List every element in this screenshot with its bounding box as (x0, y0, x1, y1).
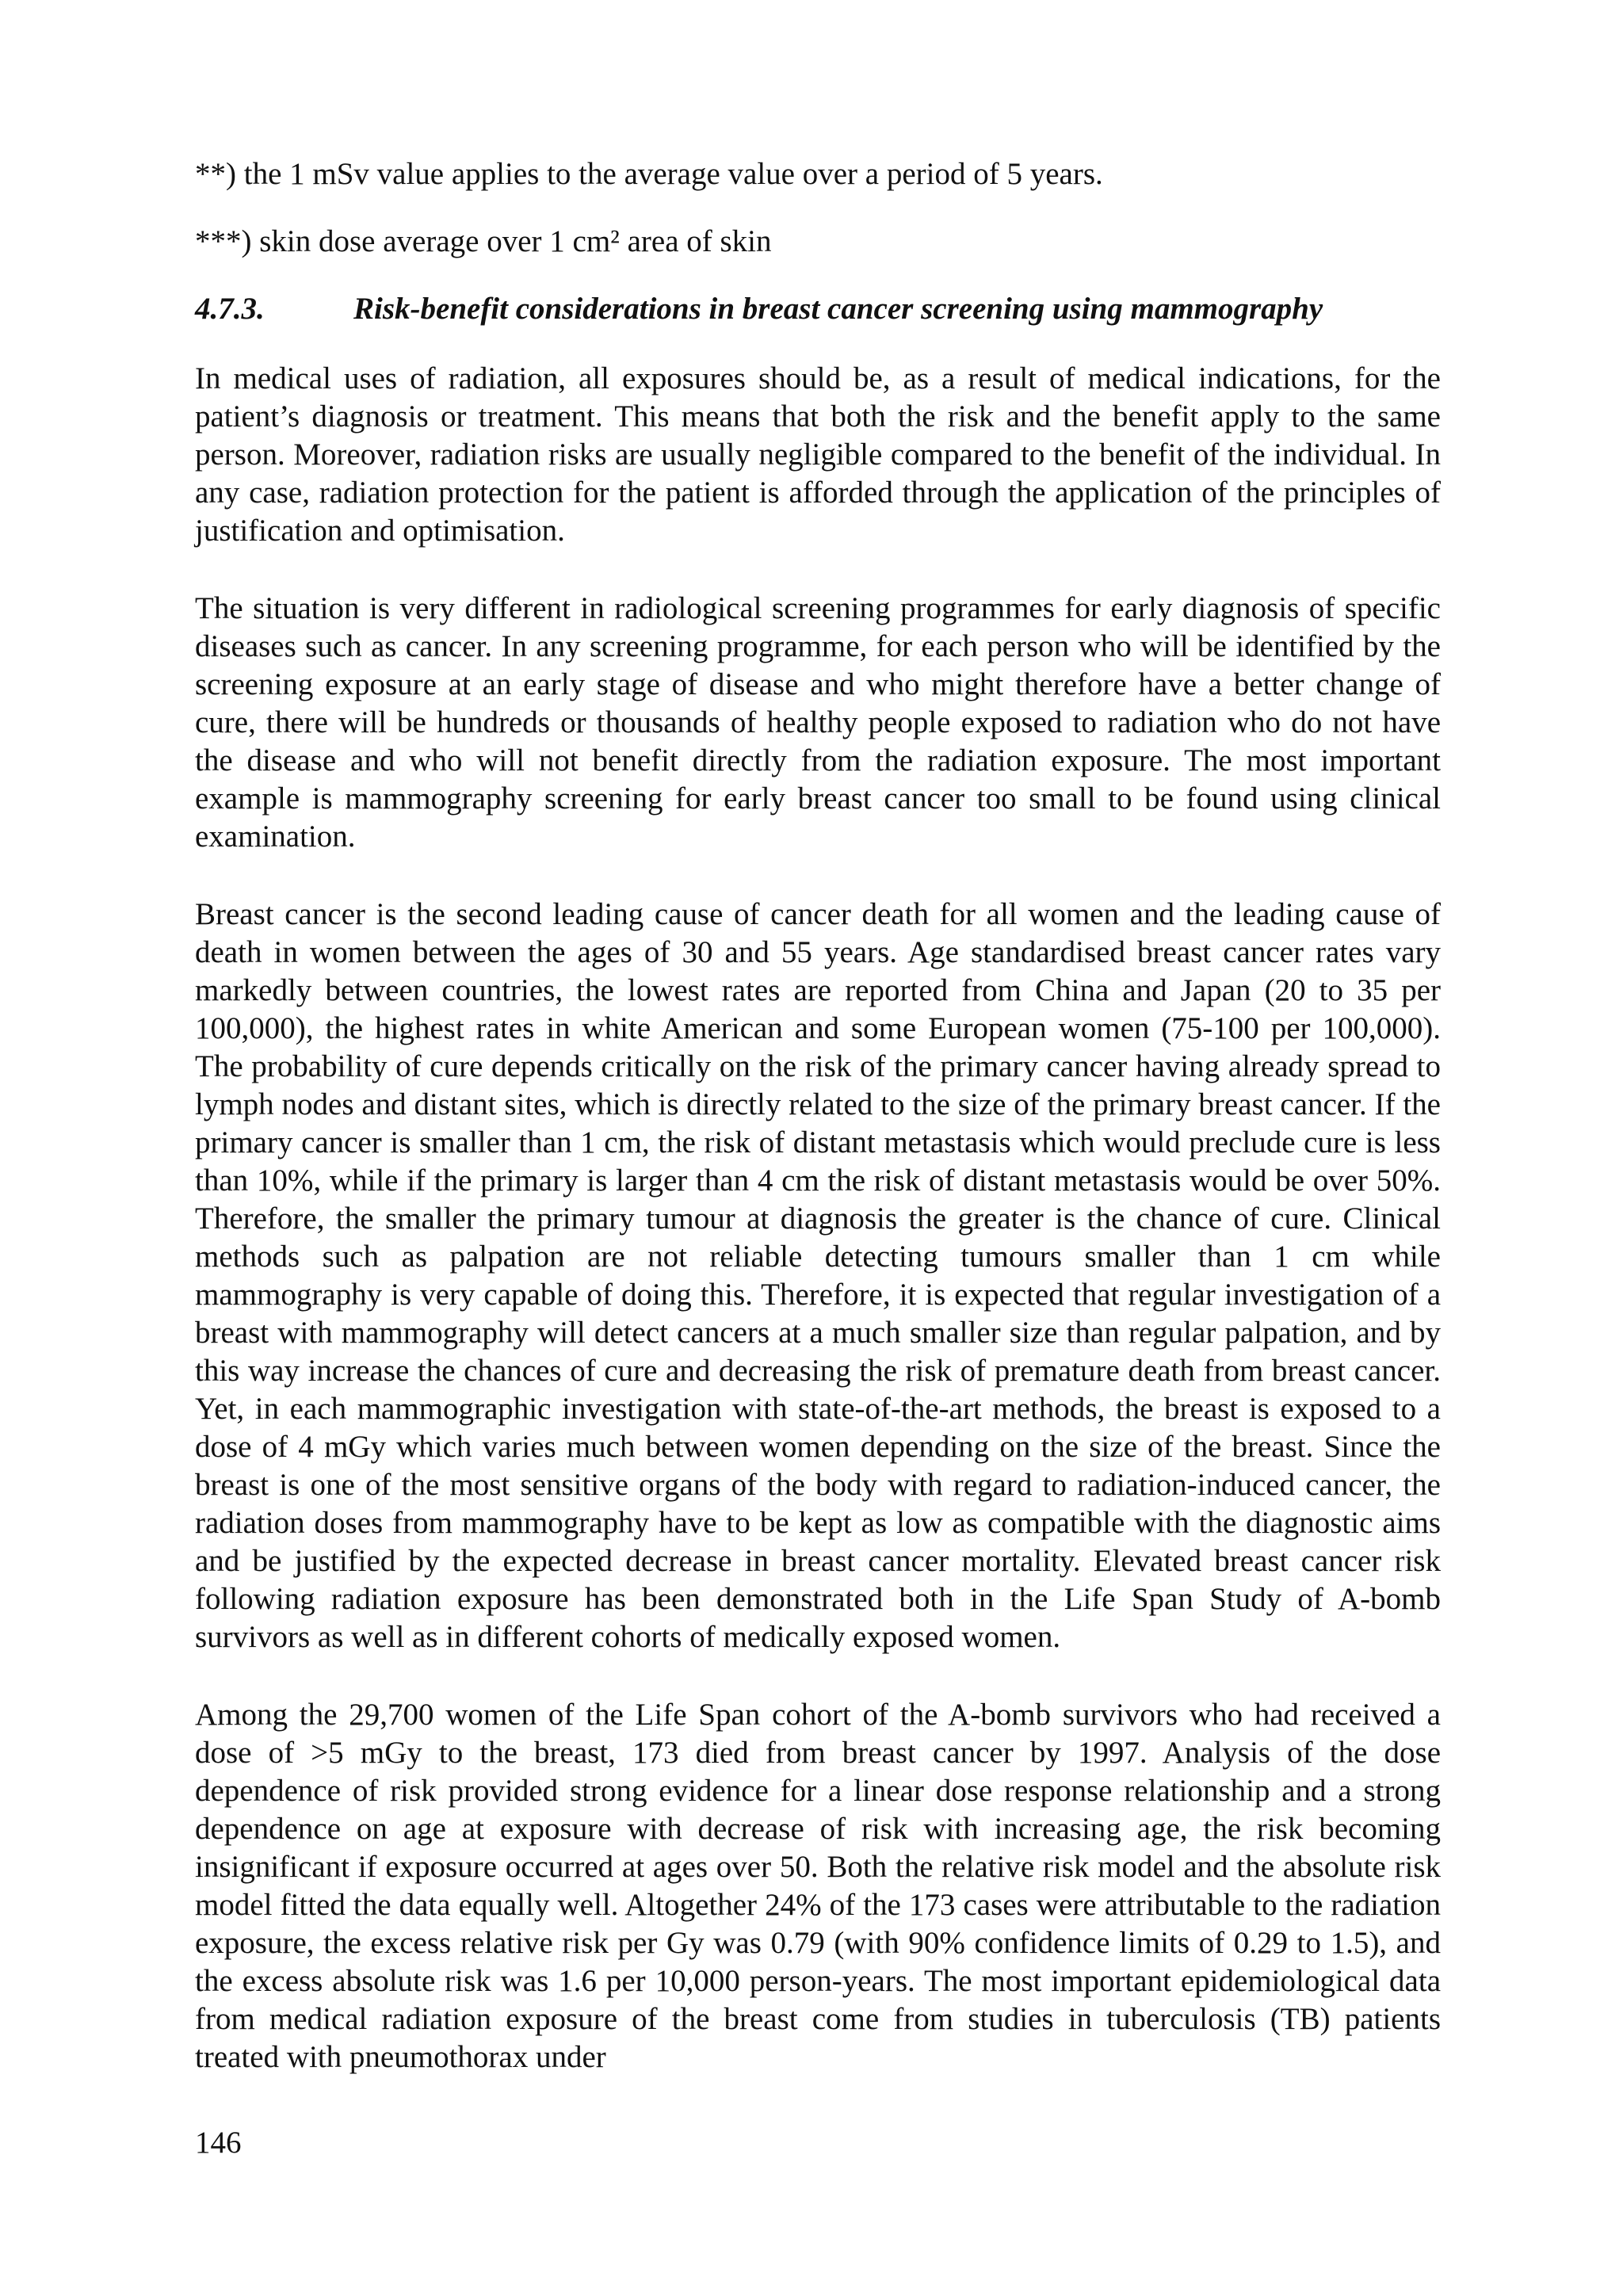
footnote-2: ***) skin dose average over 1 cm² area of skin (195, 224, 772, 258)
paragraph-2: The situation is very different in radiological screening programmes for early diagnosis of specific diseases such as cancer. In any screening programme, for each person who will be identified by the screening exposure at an early stage of disease and who might therefore have a better change of cure, there will be hundreds or thousands of healthy people exposed to radiation who do not have the disease and who will not benefit directly from the radiation exposure. The most important example is mammography screening for early breast cancer too small to be found using clinical examination. (195, 591, 1441, 854)
page-number: 146 (195, 2126, 242, 2160)
section-heading (195, 290, 1441, 328)
paragraph-1: In medical uses of radiation, all exposures should be, as a result of medical indications, for the patient’s diagnosis or treatment. This means that both the risk and the benefit apply to the same person. Moreover, radiation risks are usually negligible compared to the benefit of the individual. In any case, radiation protection for the patient is afforded through the application of the principles of justification and optimisation. (195, 361, 1441, 548)
section-number: 4.7.3. (195, 292, 265, 326)
paragraph-4: Among the 29,700 women of the Life Span cohort of the A-bomb survivors who had received a dose of >5 mGy to the breast, 173 died from breast cancer by 1997. Analysis of the dose dependence of risk provided strong evidence for a linear dose response relationship and a strong dependence on age at exposure with decrease of risk with increasing age, the risk becoming insignificant if exposure occurred at ages over 50. Both the relative risk model and the absolute risk model fitted the data equally well. Altogether 24% of the 173 cases were attributable to the radiation exposure, the excess relative risk per Gy was 0.79 (with 90% confidence limits of 0.29 to 1.5), and the excess absolute risk was 1.6 per 10,000 person-years. The most important epidemiological data from medical radiation exposure of the breast come from studies in tuberculosis (TB) patients treated with pneumothorax under (195, 1698, 1441, 2074)
section-title: Risk-benefit considerations in breast cancer screening using mammography (353, 292, 1323, 326)
paragraph-3: Breast cancer is the second leading cause of cancer death for all women and the leading cause of death in women between the ages of 30 and 55 years. Age standardised breast cancer rates vary markedly between countries, the lowest rates are reported from China and Japan (20 to 35 per 100,000), the highest rates in white American and some European women (75-100 per 100,000). The probability of cure depends critically on the risk of the primary cancer having already spread to lymph nodes and distant sites, which is directly related to the size of the primary breast cancer. If the primary cancer is smaller than 1 cm, the risk of distant metastasis which would preclude cure is less than 10%, while if the primary is larger than 4 cm the risk of distant metastasis would be over 50%. Therefore, the smaller the primary tumour at diagnosis the greater is the chance of cure. Clinical methods such as palpation are not reliable detecting tumours smaller than 1 cm while mammography is very capable of doing this. Therefore, it is expected that regular investigation of a breast with mammography will detect cancers at a much smaller size than regular palpation, and by this way increase the chances of cure and decreasing the risk of premature death from breast cancer. Yet, in each mammographic investigation with state-of-the-art methods, the breast is exposed to a dose of 4 mGy which varies much between women depending on the size of the breast. Since the breast is one of the most sensitive organs of the body with regard to radiation-induced cancer, the radiation doses from mammography have to be kept as low as compatible with the diagnostic aims and be justified by the expected decrease in breast cancer mortality. Elevated breast cancer risk following radiation exposure has been demonstrated both in the Life Span Study of A-bomb survivors as well as in different cohorts of medically exposed women. (195, 897, 1441, 1654)
page-content (195, 155, 1441, 2116)
footnote-1: **) the 1 mSv value applies to the average value over a period of 5 years. (195, 157, 1103, 191)
